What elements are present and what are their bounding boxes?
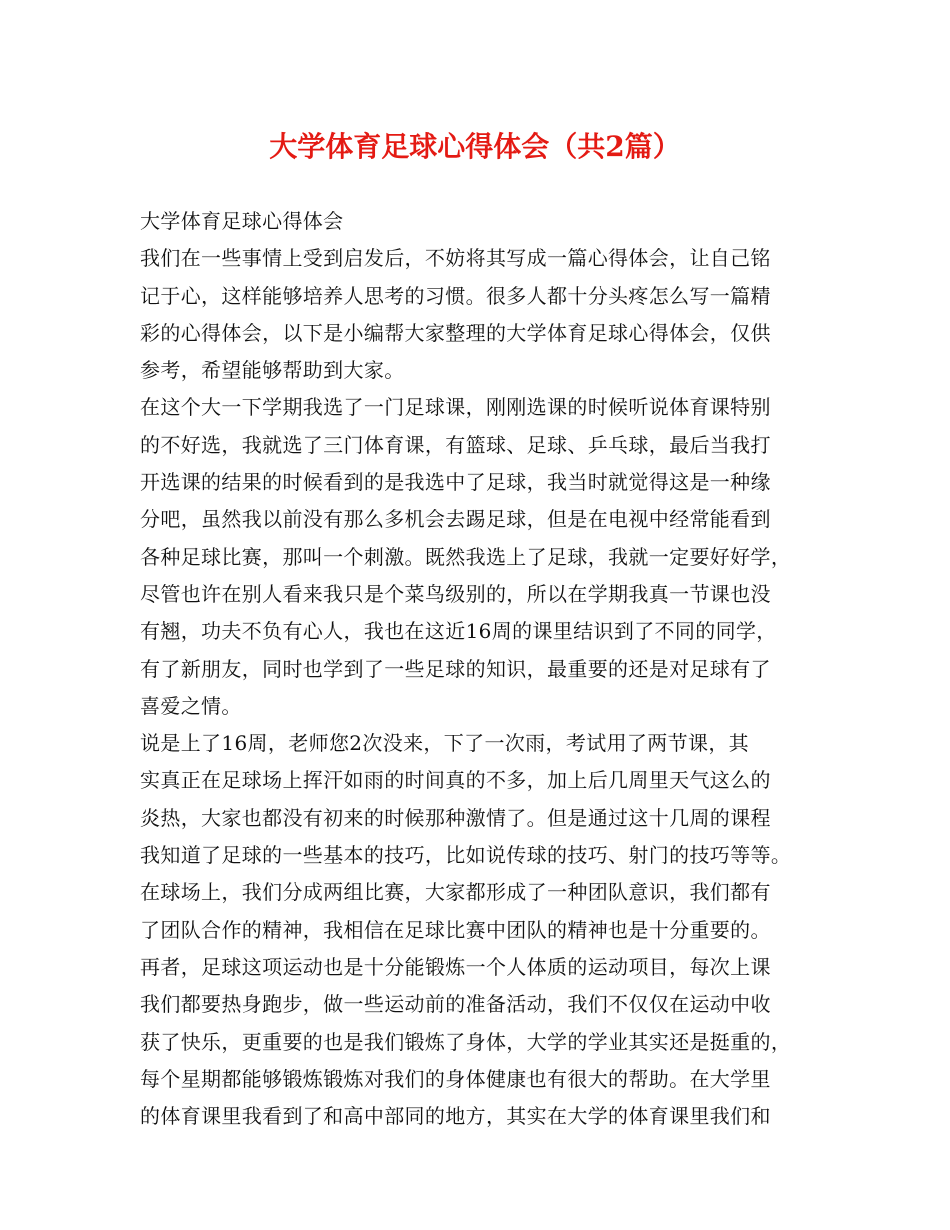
paragraph-line: 有了新朋友，同时也学到了一些足球的知识，最重要的还是对足球有了 xyxy=(140,656,771,681)
paragraph-line: 炎热，大家也都没有初来的时候那种激情了。但是通过这十几周的课程 xyxy=(140,805,771,830)
paragraph-line: 实真正在足球场上挥汗如雨的时间真的不多，加上后几周里天气这么的 xyxy=(140,768,771,793)
paragraph-line: 了团队合作的精神，我相信在足球比赛中团队的精神也是十分重要的。 xyxy=(140,917,771,942)
paragraph-line: 我们在一些事情上受到启发后，不妨将其写成一篇心得体会，让自己铭 xyxy=(140,246,771,271)
paragraph-line: 的不好选，我就选了三门体育课，有篮球、足球、乒乓球，最后当我打 xyxy=(140,432,771,457)
paragraph-line: 在球场上，我们分成两组比赛，大家都形成了一种团队意识，我们都有 xyxy=(140,880,771,905)
paragraph-line: 说是上了16周，老师您2次没来，下了一次雨，考试用了两节课，其 xyxy=(140,731,750,756)
paragraph-line: 的体育课里我看到了和高中部同的地方，其实在大学的体育课里我们和 xyxy=(140,1104,771,1129)
document-title: 大学体育足球心得体会（共2篇） xyxy=(269,130,681,163)
subtitle-line: 大学体育足球心得体会 xyxy=(140,209,344,233)
paragraph-line: 尽管也许在别人看来我只是个菜鸟级别的，所以在学期我真一节课也没 xyxy=(140,581,771,606)
paragraph-line: 开选课的结果的时候看到的是我选中了足球，我当时就觉得这是一种缘 xyxy=(140,470,771,495)
paragraph-line: 在这个大一下学期我选了一门足球课，刚刚选课的时候听说体育课特别 xyxy=(140,395,771,420)
paragraph-line: 分吧，虽然我以前没有那么多机会去踢足球，但是在电视中经常能看到 xyxy=(140,507,771,532)
paragraph-line: 记于心，这样能够培养人思考的习惯。很多人都十分头疼怎么写一篇精 xyxy=(140,283,771,308)
paragraph-line: 我知道了足球的一些基本的技巧，比如说传球的技巧、射门的技巧等等。 xyxy=(140,843,792,868)
document-body xyxy=(140,203,830,1135)
paragraph-line: 彩的心得体会，以下是小编帮大家整理的大学体育足球心得体会，仅供 xyxy=(140,320,771,345)
paragraph-line: 喜爱之情。 xyxy=(140,693,242,718)
paragraph-line: 各种足球比赛，那叫一个刺激。既然我选上了足球，我就一定要好好学， xyxy=(140,544,792,569)
paragraph-line: 有翘，功夫不负有心人，我也在这近16周的课里结识到了不同的同学， xyxy=(140,619,777,644)
paragraph-line: 参考，希望能够帮助到大家。 xyxy=(140,358,405,383)
paragraph-line: 再者，足球这项运动也是十分能锻炼一个人体质的运动项目，每次上课 xyxy=(140,954,771,979)
paragraph-line: 每个星期都能够锻炼锻炼对我们的身体健康也有很大的帮助。在大学里 xyxy=(140,1066,771,1091)
paragraph-line: 我们都要热身跑步，做一些运动前的准备活动，我们不仅仅在运动中收 xyxy=(140,992,771,1017)
paragraph-line: 获了快乐，更重要的也是我们锻炼了身体，大学的学业其实还是挺重的， xyxy=(140,1029,792,1054)
